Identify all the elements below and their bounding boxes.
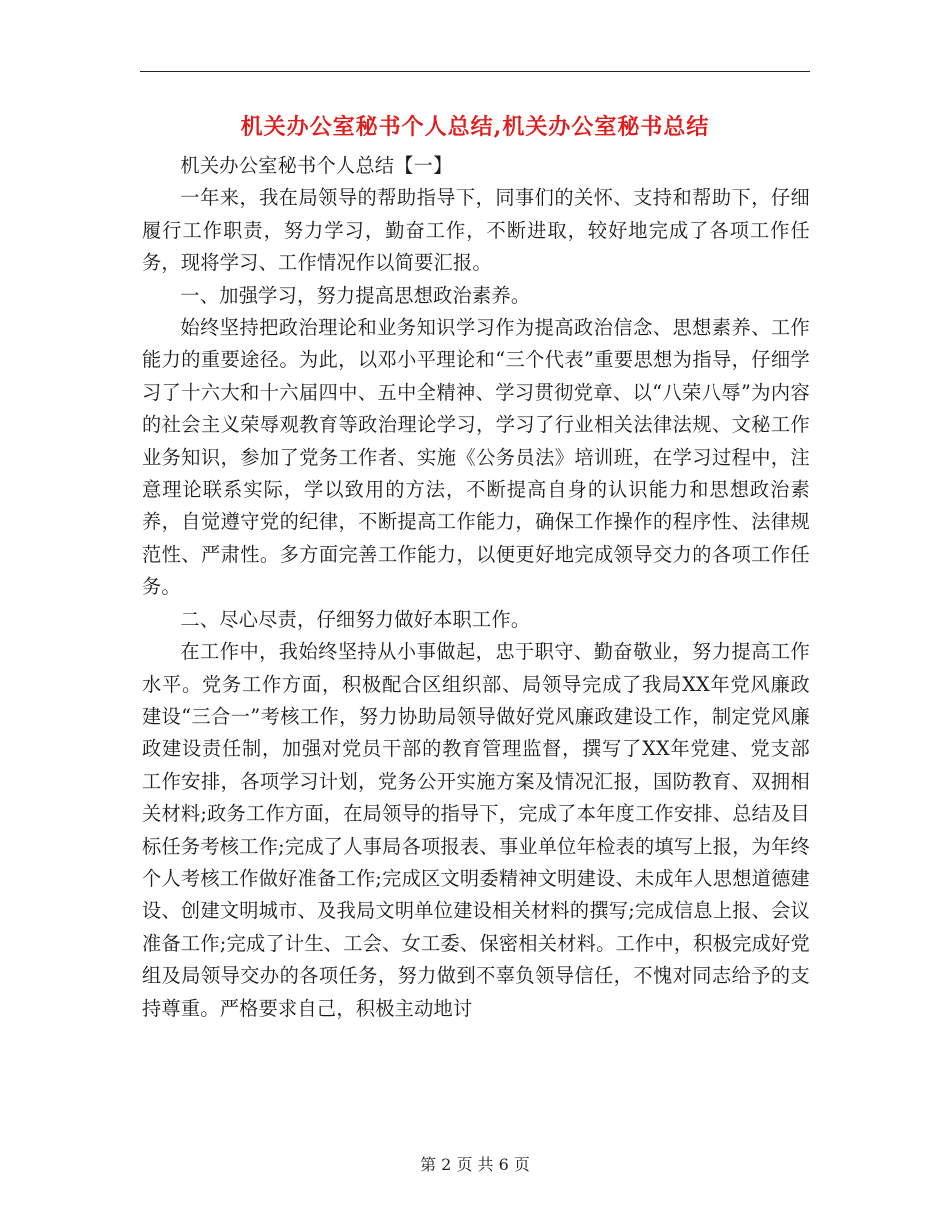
header-rule (140, 71, 810, 72)
subheading: 二、尽心尽责，仔细努力做好本职工作。 (180, 607, 531, 631)
body-paragraph: 始终坚持把政治理论和业务知识学习作为提高政治信念、思想素养、工作能力的重要途径。为此，以邓小平理论和“三个代表”重要思想为指导，仔细学习了十六大和十六届四中、五中全精神、学习贯彻党章、以“八荣八辱”为内容的社会主义荣辱观教育等政治理论学习，学习了行业相关法律法规、文秘工作业务知识，参加了党务工作者、实施《公务员法》培训班，在学习过程中，注意理论联系实际，学以致用的方法，不断提高自身的认识能力和思想政治素养，自觉遵守党的纪律，不断提高工作能力，确保工作操作的程序性、法律规范性、严肃性。多方面完善工作能力，以便更好地完成领导交力的各项工作任务。 (142, 316, 810, 599)
body-paragraph: 在工作中，我始终坚持从小事做起，忠于职守、勤奋敬业，努力提高工作水平。党务工作方面，积极配合区组织部、局领导完成了我局XX年党风廉政建设“三合一”考核工作，努力协助局领导做好党风廉政建设工作，制定党风廉政建设责任制，加强对党员干部的教育管理监督，撰写了XX年党建、党支部工作安排，各项学习计划，党务公开实施方案及情况汇报，国防教育、双拥相关材料;政务工作方面，在局领导的指导下，完成了本年度工作安排、总结及目标任务考核工作;完成了人事局各项报表、事业单位年检表的填写上报，为年终个人考核工作做好准备工作;完成区文明委精神文明建设、未成年人思想道德建设、创建文明城市、及我局文明单位建设相关材料的撰写;完成信息上报、会议准备工作;完成了计生、工会、女工委、保密相关材料。工作中，积极完成好党组及局领导交办的各项任务，努力做到不辜负领导信任，不愧对同志给予的支持尊重。严格要求自己，积极主动地讨 (142, 640, 810, 1020)
document-title: 机关办公室秘书个人总结,机关办公室秘书总结 (240, 114, 710, 140)
section-heading: 机关办公室秘书个人总结【一】 (180, 154, 453, 177)
page-number-footer: 第 2 页 共 6 页 (420, 1155, 530, 1174)
body-paragraph: 一年来，我在局领导的帮助指导下，同事们的关怀、支持和帮助下，仔细履行工作职责，努力学习，勤奋工作，不断进取，较好地完成了各项工作任务，现将学习、工作情况作以简要汇报。 (142, 186, 810, 275)
subheading: 一、加强学习，努力提高思想政治素养。 (180, 283, 531, 307)
document-body (142, 150, 810, 1025)
